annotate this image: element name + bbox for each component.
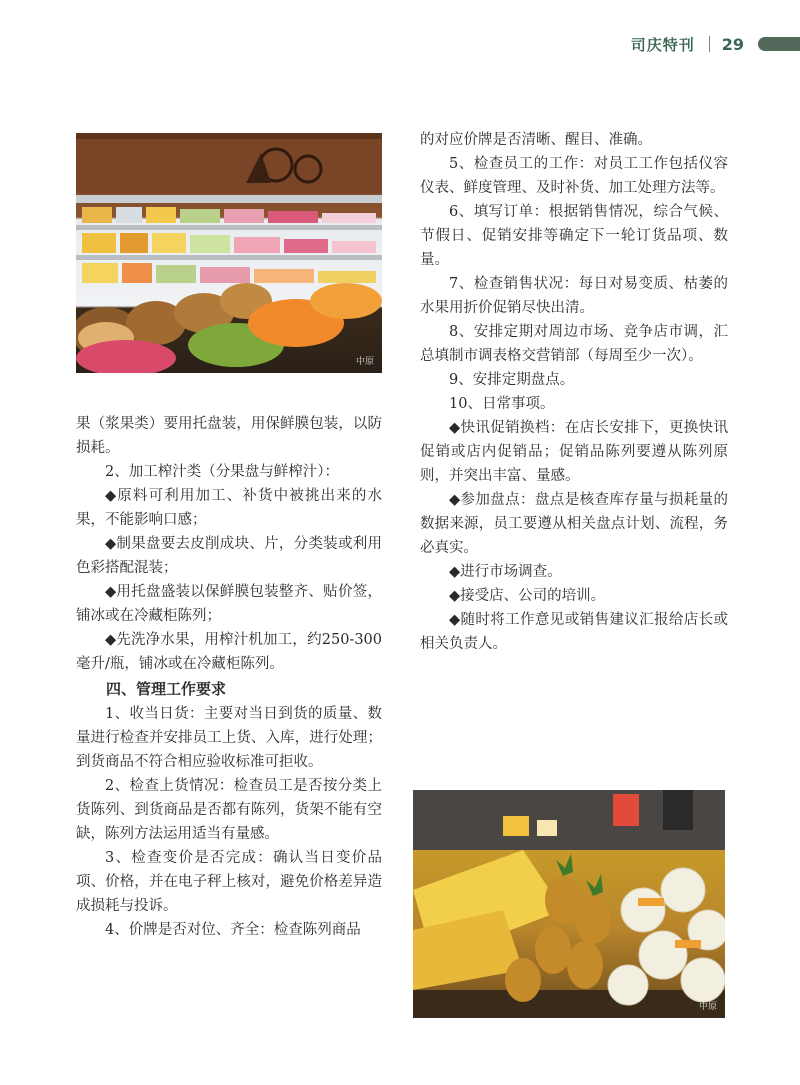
right-text-column: [420, 128, 728, 656]
magazine-section-title: 司庆特刊: [630, 35, 695, 54]
paragraph: 3、检查变价是否完成：确认当日变价品项、价格，并在电子秤上核对，避免价格差异造成损耗与投诉。: [76, 850, 382, 914]
paragraph: 2、加工榨汁类（分果盘与鲜榨汁）：: [105, 464, 339, 480]
paragraph: 5、检查员工的工作：对员工工作包括仪容仪表、鲜度管理、及时补货、加工处理方法等。: [420, 156, 728, 196]
fruit-shelf-illustration: [76, 133, 382, 373]
header-divider: [709, 36, 710, 52]
page-header: [631, 31, 800, 57]
pineapple-display-photo: [413, 790, 725, 1018]
paragraph: 1、收当日货：主要对当日到货的质量、数量进行检查并安排员工上货、入库，进行处理；到货商品不符合相应验收标准可拒收。: [76, 706, 382, 770]
paragraph: 6、填写订单：根据销售情况，综合气候、节假日、促销安排等确定下一轮订货品项、数量。: [420, 204, 728, 268]
bullet-paragraph: ◆原料可利用加工、补货中被挑出来的水果，不能影响口感；: [76, 488, 382, 528]
header-tab-decoration: [758, 37, 800, 51]
bullet-paragraph: ◆接受店、公司的培训。: [449, 588, 606, 604]
bullet-paragraph: ◆用托盘盛装以保鲜膜包装整齐、贴价签，铺冰或在冷藏柜陈列；: [76, 584, 382, 624]
bullet-paragraph: ◆快讯促销换档：在店长安排下，更换快讯促销或店内促销品；促销品陈列要遵从陈列原则，并突出丰富、量感。: [420, 420, 728, 484]
pineapple-display-illustration: [413, 790, 725, 1018]
paragraph: 7、检查销售状况：每日对易变质、枯萎的水果用折价促销尽快出清。: [420, 276, 728, 316]
photo-watermark: 中原: [355, 357, 374, 367]
section-heading: 四、管理工作要求: [106, 680, 227, 698]
bullet-paragraph: ◆制果盘要去皮削成块、片，分类装或利用色彩搭配混装；: [76, 536, 382, 576]
bullet-paragraph: ◆进行市场调查。: [449, 564, 562, 580]
paragraph: 4、价牌是否对位、齐全：检查陈列商品: [105, 922, 361, 938]
paragraph: 果（浆果类）要用托盘装，用保鲜膜包装，以防损耗。: [76, 416, 382, 456]
paragraph: 8、安排定期对周边市场、竞争店市调，汇总填制市调表格交营销部（每周至少一次）。: [420, 324, 728, 364]
bullet-paragraph: ◆参加盘点：盘点是核查库存量与损耗量的数据来源，员工要遵从相关盘点计划、流程，务必真实。: [420, 492, 728, 556]
fruit-shelf-photo: [76, 133, 382, 373]
photo-watermark: 中原: [698, 1002, 717, 1012]
page-number: 29: [721, 34, 744, 54]
bullet-paragraph: ◆随时将工作意见或销售建议汇报给店长或相关负责人。: [420, 612, 728, 652]
left-text-column: [76, 412, 382, 942]
paragraph: 9、安排定期盘点。: [449, 372, 575, 388]
paragraph: 的对应价牌是否清晰、醒目、准确。: [420, 132, 652, 148]
bullet-paragraph: ◆先洗净水果，用榨汁机加工，约250-300毫升/瓶，铺冰或在冷藏柜陈列。: [76, 632, 382, 672]
paragraph: 2、检查上货情况：检查员工是否按分类上货陈列、到货商品是否都有陈列，货架不能有空缺，陈列方法运用适当有量感。: [76, 778, 382, 842]
paragraph: 10、日常事项。: [449, 396, 555, 412]
